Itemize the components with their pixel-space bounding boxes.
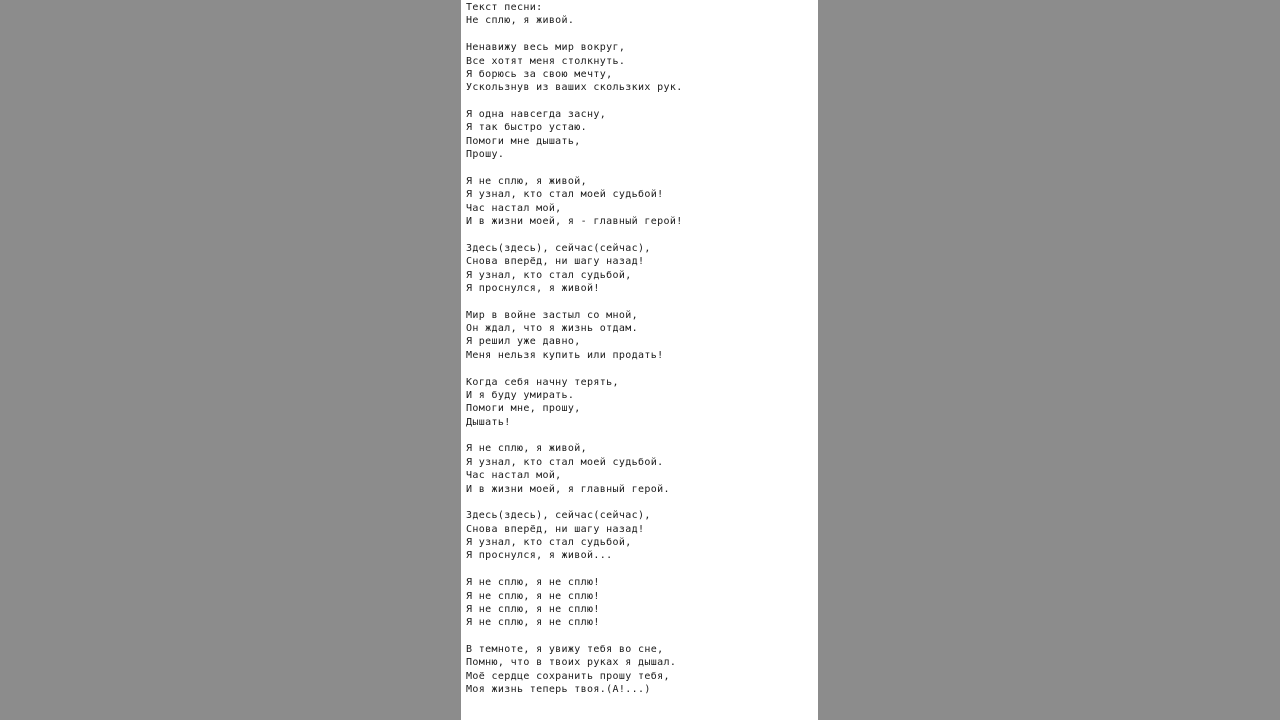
lyric-line <box>466 362 683 375</box>
lyric-line: Я проснулся, я живой... <box>466 550 613 562</box>
lyric-line: Я не сплю, я живой, <box>466 175 588 187</box>
lyric-line <box>466 295 683 308</box>
lyric-line: Час настал мой, <box>466 202 562 214</box>
lyric-line: Он ждал, что я жизнь отдам. <box>466 323 639 334</box>
lyric-line: И в жизни моей, я главный герой. <box>466 483 670 495</box>
lyric-line <box>466 95 683 108</box>
lyric-line: Я не сплю, я не сплю! <box>466 577 600 589</box>
lyric-line: Помоги мне дышать, <box>466 135 581 147</box>
lyric-line: Я узнал, кто стал моей судьбой. <box>466 456 664 468</box>
lyric-line: Мир в войне застыл со мной, <box>466 309 639 321</box>
lyric-line: Я проснулся, я живой! <box>466 282 600 294</box>
lyric-line: Снова вперёд, ни шагу назад! <box>466 256 645 268</box>
lyrics-text <box>466 1 683 697</box>
lyric-line: Я узнал, кто стал моей судьбой! <box>466 189 664 201</box>
lyric-line: Не сплю, я живой. <box>466 15 575 27</box>
lyric-line: Я узнал, кто стал судьбой, <box>466 269 632 281</box>
lyric-line: Все хотят меня столкнуть. <box>466 55 626 67</box>
lyrics-page <box>461 0 818 720</box>
lyric-line <box>466 28 683 41</box>
lyric-line: Моё сердце сохранить прошу тебя, <box>466 670 670 682</box>
lyric-line: Я не сплю, я не сплю! <box>466 603 600 615</box>
lyric-line: Здесь(здесь), сейчас(сейчас), <box>466 510 651 522</box>
lyric-line: Я так быстро устаю. <box>466 122 588 134</box>
lyric-line <box>466 429 683 442</box>
lyric-line <box>466 496 683 509</box>
lyric-line: Час настал мой, <box>466 470 562 482</box>
lyric-line: Я не сплю, я не сплю! <box>466 590 600 602</box>
lyric-line: Меня нельзя купить или продать! <box>466 349 664 361</box>
lyric-line: Я одна навсегда засну, <box>466 109 607 120</box>
lyric-line: Прошу. <box>466 149 505 161</box>
lyric-line: Я решил уже давно, <box>466 336 581 348</box>
lyric-line: Я узнал, кто стал судьбой, <box>466 537 632 548</box>
lyric-line: Помоги мне, прошу, <box>466 403 581 415</box>
lyric-line <box>466 162 683 175</box>
lyric-line: Моя жизнь теперь твоя.(А!...) <box>466 684 651 696</box>
lyric-line: Дышать! <box>466 416 511 428</box>
lyric-line: Ненавижу весь мир вокруг, <box>466 42 626 54</box>
lyric-line: Текст песни: <box>466 2 543 13</box>
lyric-line: В темноте, я увижу тебя во сне, <box>466 644 664 655</box>
lyric-line: Помню, что в твоих руках я дышал. <box>466 657 677 669</box>
lyric-line: Снова вперёд, ни шагу назад! <box>466 523 645 535</box>
lyric-line: Я не сплю, я не сплю! <box>466 617 600 629</box>
lyric-line: Я борюсь за свою мечту, <box>466 68 613 80</box>
lyric-line: Я не сплю, я живой, <box>466 443 588 455</box>
lyric-line: Здесь(здесь), сейчас(сейчас), <box>466 242 651 254</box>
lyric-line <box>466 630 683 643</box>
lyric-line: Ускользнув из ваших скользких рук. <box>466 82 683 94</box>
lyric-line: И в жизни моей, я - главный герой! <box>466 216 683 227</box>
lyric-line <box>466 228 683 241</box>
lyric-line: И я буду умирать. <box>466 389 575 401</box>
lyric-line <box>466 563 683 576</box>
lyric-line: Когда себя начну терять, <box>466 376 619 388</box>
